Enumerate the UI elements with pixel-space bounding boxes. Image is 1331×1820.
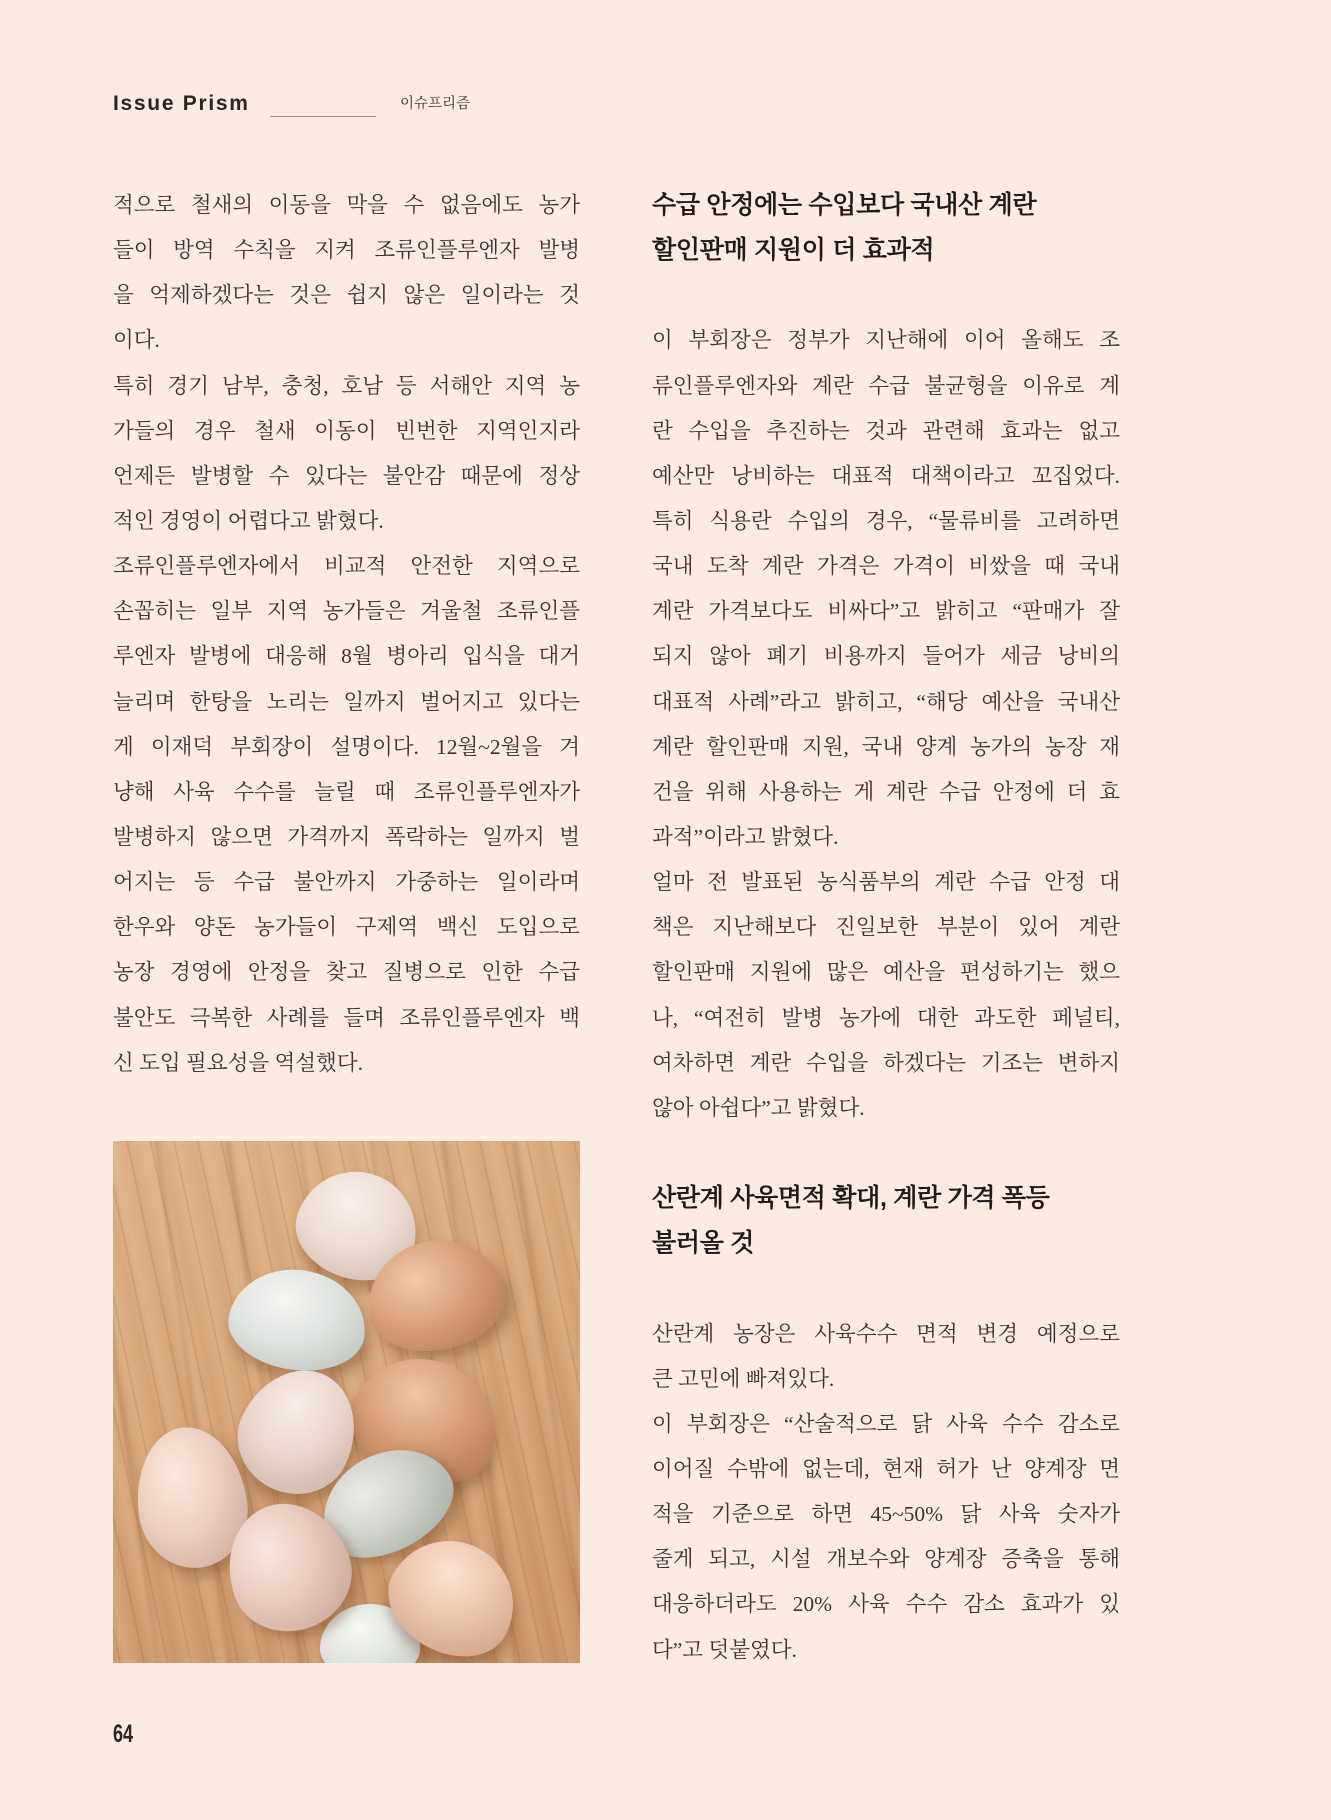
text-line: 특히 경기 남부, 충청, 호남 등 서해안 지역 농 [113, 373, 580, 398]
text-line: 손꼽히는 일부 지역 농가들은 겨울철 조류인플 [113, 599, 580, 624]
text-line: 과적”이라고 밝혔다. [652, 824, 839, 849]
text-line: 언제든 발병할 수 있다는 불안감 때문에 정상 [113, 463, 580, 488]
text-line: 발병하지 않으면 가격까지 폭락하는 일까지 벌 [113, 824, 580, 849]
section-subtitle: 이슈프리즘 [400, 96, 471, 112]
text-line: 농장 경영에 안정을 찾고 질병으로 인한 수급 [113, 960, 580, 985]
text-line: 이 부회장은 정부가 지난해에 이어 올해도 조 [652, 328, 1120, 353]
text-line: 이 부회장은 “산술적으로 닭 사육 수수 감소로 [652, 1411, 1120, 1436]
text-line: 어지는 등 수급 불안까지 가중하는 일이라며 [113, 870, 580, 895]
text-line: 큰 고민에 빠져있다. [652, 1366, 835, 1391]
paragraph [652, 860, 1120, 1131]
text-line: 할인판매 지원에 많은 예산을 편성하기는 했으 [652, 960, 1120, 985]
text-line: 계란 할인판매 지원, 국내 양계 농가의 농장 재 [652, 734, 1120, 759]
text-line: 이어질 수밖에 없는데, 현재 허가 난 양계장 면 [652, 1456, 1120, 1481]
text-line: 불안도 극복한 사례를 들며 조류인플루엔자 백 [113, 1005, 580, 1030]
text-line: 을 억제하겠다는 것은 쉽지 않은 일이라는 것 [113, 283, 580, 308]
blank-line [652, 1266, 1120, 1311]
text-line: 적을 기준으로 하면 45~50% 닭 사육 숫자가 [652, 1502, 1120, 1527]
text-line: 대표적 사례”라고 밝히고, “해당 예산을 국내산 [652, 689, 1120, 714]
paragraph [113, 544, 580, 1086]
text-line: 줄게 되고, 시설 개보수와 양계장 증축을 통해 [652, 1547, 1120, 1572]
text-line: 루엔자 발병에 대응해 8월 병아리 입식을 대거 [113, 644, 580, 669]
text-line: 여차하면 계란 수입을 하겠다는 기조는 변하지 [652, 1050, 1120, 1075]
text-line: 게 이재덕 부회장이 설명이다. 12월~2월을 겨 [113, 734, 580, 759]
text-line: 조류인플루엔자에서 비교적 안전한 지역으로 [113, 554, 580, 579]
right-column [652, 183, 1120, 1673]
text-line: 책은 지난해보다 진일보한 부분이 있어 계란 [652, 915, 1120, 940]
text-line: 들이 방역 수칙을 지켜 조류인플루엔자 발병 [113, 238, 580, 263]
text-line: 나, “여전히 발병 농가에 대한 과도한 페널티, [652, 1005, 1120, 1030]
blank-line [652, 1131, 1120, 1176]
paragraph [652, 1312, 1120, 1402]
text-line: 예산만 낭비하는 대표적 대책이라고 꼬집었다. [652, 463, 1120, 488]
paragraph [652, 318, 1120, 499]
text-line: 대응하더라도 20% 사육 수수 감소 효과가 있 [652, 1592, 1120, 1617]
header-divider [270, 116, 376, 117]
article-section [652, 183, 1120, 1131]
text-line: 건을 위해 사용하는 게 계란 수급 안정에 더 효 [652, 779, 1120, 804]
heading-line: 할인판매 지원이 더 효과적 [652, 236, 935, 265]
text-line: 국내 도착 계란 가격은 가격이 비쌌을 때 국내 [652, 554, 1120, 579]
text-line: 한우와 양돈 농가들이 구제역 백신 도입으로 [113, 915, 580, 940]
paragraph [652, 1402, 1120, 1673]
eggs-photo [113, 1141, 580, 1663]
text-line: 류인플루엔자와 계란 수급 불균형을 이유로 계 [652, 373, 1120, 398]
section-title: Issue Prism [113, 92, 250, 115]
paragraph [113, 364, 580, 545]
text-line: 적으로 철새의 이동을 막을 수 없음에도 농가 [113, 193, 580, 217]
text-line: 냥해 사육 수수를 늘릴 때 조류인플루엔자가 [113, 779, 580, 804]
text-line: 늘리며 한탕을 노리는 일까지 벌어지고 있다는 [113, 689, 580, 714]
heading-line: 수급 안정에는 수입보다 국내산 계란 [652, 191, 1037, 219]
text-line: 특히 식용란 수입의 경우, “물류비를 고려하면 [652, 508, 1120, 533]
text-line: 란 수입을 추진하는 것과 관련해 효과는 없고 [652, 418, 1120, 443]
text-line: 다”고 덧붙였다. [652, 1637, 797, 1662]
paragraph [652, 499, 1120, 860]
left-column [113, 183, 580, 1086]
text-line: 계란 가격보다도 비싸다”고 밝히고 “판매가 잘 [652, 599, 1120, 624]
text-line: 신 도입 필요성을 역설했다. [113, 1050, 363, 1075]
text-line: 이다. [113, 328, 160, 353]
heading-line: 불러올 것 [652, 1229, 755, 1258]
article-section [652, 1176, 1120, 1673]
text-line: 얼마 전 발표된 농식품부의 계란 수급 안정 대 [652, 870, 1120, 895]
blank-line [652, 273, 1120, 318]
heading-line: 산란계 사육면적 확대, 계란 가격 폭등 [652, 1184, 1050, 1213]
section-heading [652, 1176, 1120, 1266]
text-line: 산란계 농장은 사육수수 면적 변경 예정으로 [652, 1321, 1120, 1346]
text-line: 되지 않아 폐기 비용까지 들어가 세금 낭비의 [652, 644, 1120, 669]
paragraph [113, 183, 580, 364]
text-line: 적인 경영이 어렵다고 밝혔다. [113, 508, 384, 533]
section-heading [652, 183, 1120, 273]
text-line: 가들의 경우 철새 이동이 빈번한 지역인지라 [113, 418, 580, 443]
text-line: 않아 아쉽다”고 밝혔다. [652, 1095, 865, 1120]
page-number: 64 [113, 1720, 134, 1748]
